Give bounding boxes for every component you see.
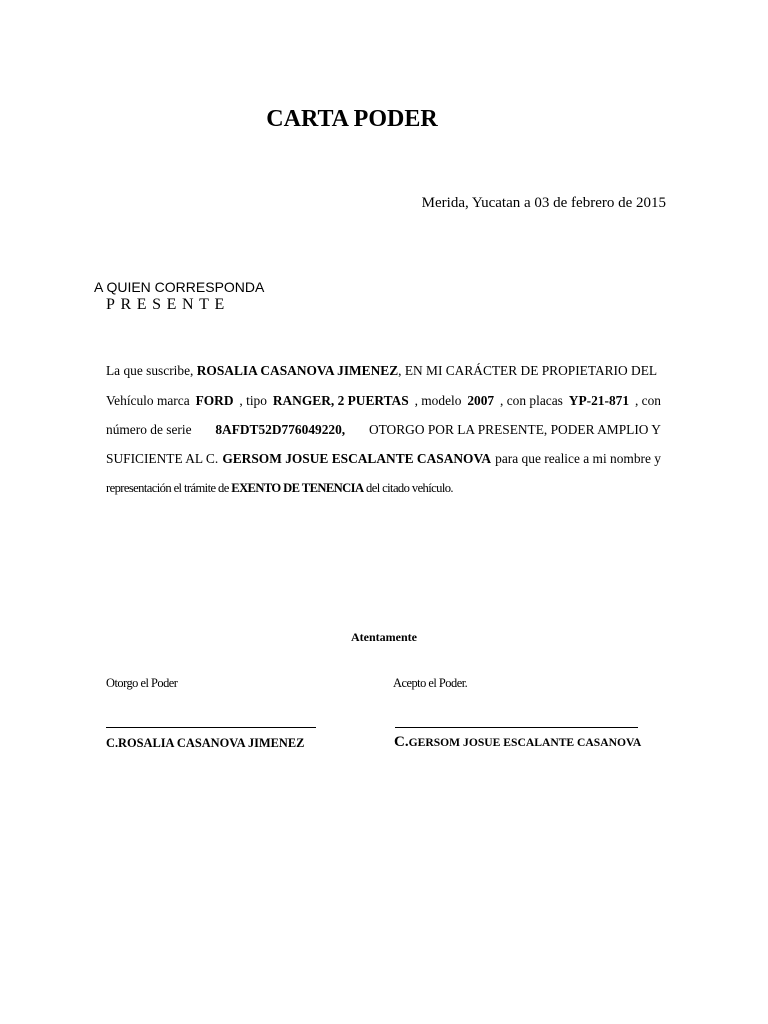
grantee-name: GERSOM JOSUE ESCALANTE CASANOVA xyxy=(222,451,492,466)
vehicle-plates: YP-21-871 xyxy=(568,393,630,408)
recipient-line: A QUIEN CORRESPONDA xyxy=(94,279,265,295)
grantee-signature-name xyxy=(394,734,641,751)
grantor-signature-line xyxy=(106,727,316,728)
body-text: , con xyxy=(634,393,661,408)
grantee-name-text: GERSOM JOSUE ESCALANTE CASANOVA xyxy=(408,736,642,749)
grantee-signature-line xyxy=(395,727,638,728)
body-text: OTORGO POR LA PRESENTE, PODER AMPLIO Y xyxy=(368,422,661,437)
grantor-signature-name xyxy=(106,736,304,751)
body-line-5 xyxy=(106,481,453,496)
grantor-name: ROSALIA CASANOVA JIMENEZ xyxy=(196,363,399,378)
vehicle-brand: FORD xyxy=(195,393,234,408)
document-title: CARTA PODER xyxy=(266,106,438,132)
body-line-2 xyxy=(106,393,661,409)
name-prefix: C. xyxy=(394,734,409,750)
body-text: , EN MI CARÁCTER DE PROPIETARIO DEL xyxy=(398,363,658,378)
serial-number: 8AFDT52D776049220, xyxy=(215,422,346,437)
name-prefix: C. xyxy=(106,736,119,750)
presente-line: PRESENTE xyxy=(106,296,230,313)
body-text: , tipo xyxy=(239,393,267,408)
procedure-name: EXENTO DE TENENCIA xyxy=(231,481,364,495)
vehicle-model: 2007 xyxy=(467,393,495,408)
body-line-1 xyxy=(106,363,661,379)
body-line-4 xyxy=(106,451,661,467)
body-text: del citado vehículo. xyxy=(363,481,453,495)
closing: Atentamente xyxy=(351,630,417,644)
place-date: Merida, Yucatan a 03 de febrero de 2015 xyxy=(421,195,666,211)
body-text: La que suscribe, xyxy=(106,363,197,378)
body-text: , modelo xyxy=(414,393,462,408)
body-text: representación el trámite de xyxy=(106,481,232,495)
body-text: para que realice a mi nombre y xyxy=(495,451,661,466)
body-text: Vehículo marca xyxy=(106,393,190,408)
grantor-name-text: ROSALIA CASANOVA JIMENEZ xyxy=(118,736,305,750)
grantor-signature-label: Otorgo el Poder xyxy=(106,676,178,690)
vehicle-type: RANGER, 2 PUERTAS xyxy=(272,393,409,408)
body-text: , con placas xyxy=(500,393,563,408)
body-line-3 xyxy=(106,422,661,438)
body-text: SUFICIENTE AL C. xyxy=(106,451,219,466)
body-text: número de serie xyxy=(106,422,192,437)
grantee-signature-label: Acepto el Poder. xyxy=(393,676,468,690)
body-text-segment xyxy=(106,363,657,379)
